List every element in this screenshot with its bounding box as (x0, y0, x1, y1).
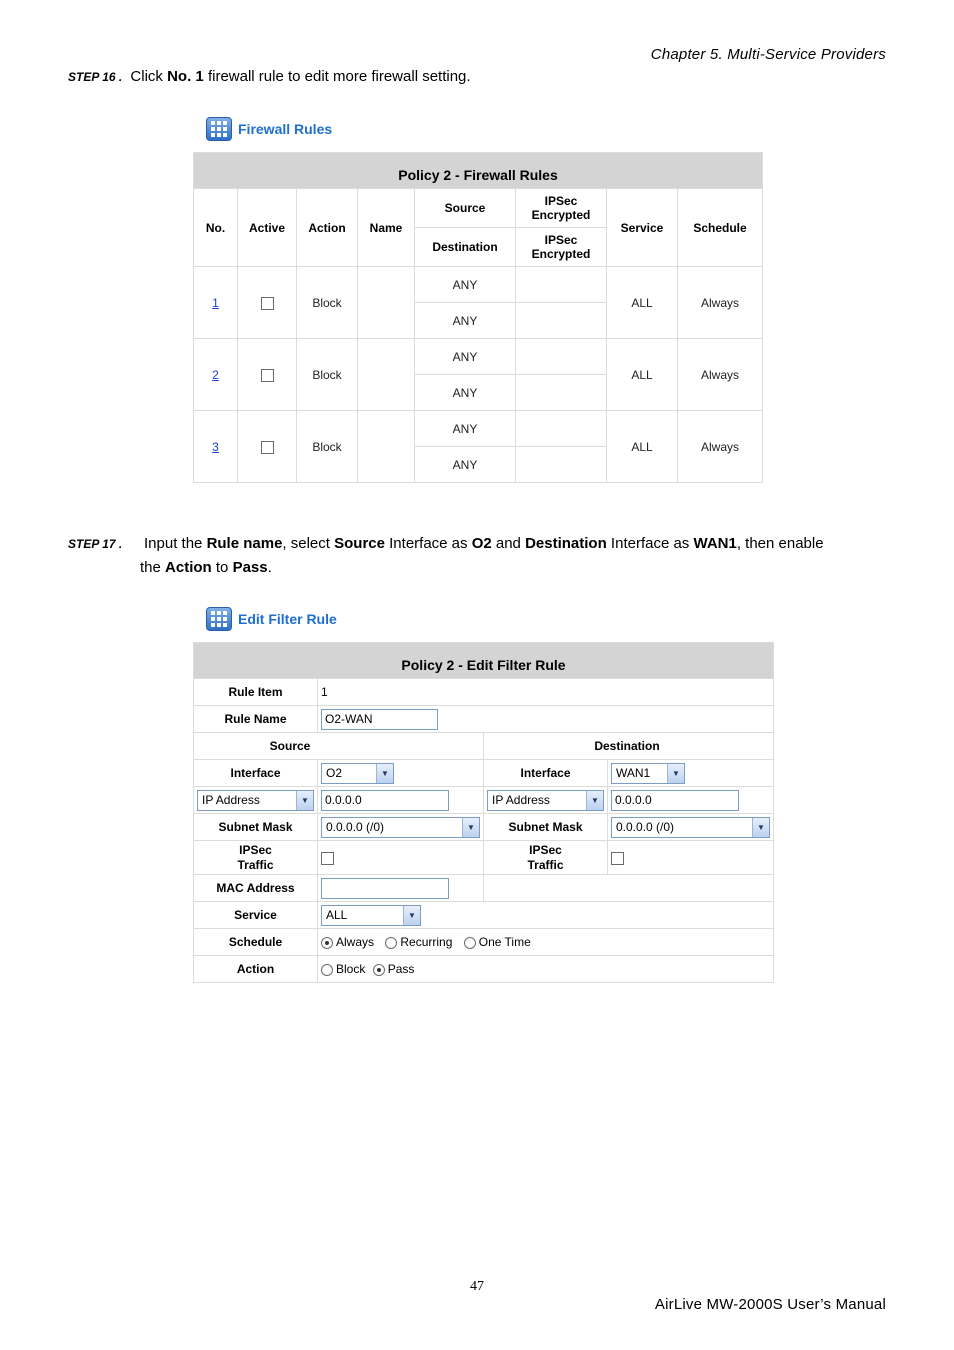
col-ipsec-dst: IPSec Encrypted (516, 228, 607, 267)
dst-interface-label: Interface (484, 760, 608, 787)
step16-text-bold: No. 1 (167, 68, 204, 85)
destination-section-label: Destination (484, 733, 774, 760)
chevron-down-icon: ▼ (667, 764, 684, 783)
step16-tag: STEP 16 . (68, 70, 123, 84)
dst-ipsec-checkbox[interactable] (611, 852, 624, 865)
firewall-rules-title (206, 117, 332, 141)
src-interface-select[interactable] (321, 763, 394, 784)
col-action: Action (297, 189, 358, 267)
step17-instruction (68, 532, 886, 579)
rule-name-2 (358, 339, 415, 411)
active-checkbox-2[interactable] (261, 369, 274, 382)
col-name: Name (358, 189, 415, 267)
dst-interface-value: WAN1 (616, 766, 651, 780)
rule-source-2: ANY (415, 339, 516, 375)
action-block-radio[interactable] (321, 964, 333, 976)
active-checkbox-3[interactable] (261, 441, 274, 454)
edit-filter-rule-table (193, 642, 774, 983)
active-checkbox-1[interactable] (261, 297, 274, 310)
schedule-label: Schedule (194, 929, 318, 956)
rule-ipsec-src-3 (516, 411, 607, 447)
step17-text: and (491, 535, 526, 552)
step16-instruction (68, 65, 471, 89)
step17-bold: Source (334, 535, 385, 552)
source-section-label: Source (194, 733, 484, 760)
step17-text: to (211, 559, 233, 576)
service-label: Service (194, 902, 318, 929)
dst-addr-type-select[interactable] (487, 790, 604, 811)
rule-destination-3: ANY (415, 447, 516, 483)
src-subnet-value: 0.0.0.0 (/0) (326, 820, 385, 834)
schedule-onetime-radio[interactable] (464, 937, 476, 949)
chevron-down-icon: ▼ (296, 791, 313, 810)
mac-address-label: MAC Address (194, 875, 318, 902)
table-row (194, 411, 763, 447)
firewall-rules-title-text: Firewall Rules (238, 121, 333, 137)
firewall-table-caption: Policy 2 - Firewall Rules (194, 153, 763, 189)
page-number: 47 (470, 1279, 484, 1294)
step16-text-pre: Click (130, 68, 168, 85)
edit-table-caption: Policy 2 - Edit Filter Rule (194, 643, 774, 679)
dst-ipsec-label (484, 841, 608, 875)
rule-ipsec-src-1 (516, 267, 607, 303)
chevron-down-icon: ▼ (403, 906, 420, 925)
rule-item-value: 1 (318, 679, 774, 706)
dst-subnet-label: Subnet Mask (484, 814, 608, 841)
rule-service-3: ALL (607, 411, 678, 483)
table-row (194, 267, 763, 303)
rule-ipsec-dst-1 (516, 303, 607, 339)
src-ipsec-label-line2: Traffic (237, 857, 274, 872)
step17-text: , then enable (736, 535, 824, 552)
step17-bold: Action (165, 559, 212, 576)
src-interface-value: O2 (326, 766, 343, 780)
schedule-always-label: Always (336, 935, 375, 949)
src-ip-input[interactable]: 0.0.0.0 (321, 790, 449, 811)
src-ipsec-checkbox[interactable] (321, 852, 334, 865)
rule-action-3: Block (297, 411, 358, 483)
col-service: Service (607, 189, 678, 267)
rule-item-label: Rule Item (194, 679, 318, 706)
rule-schedule-2: Always (678, 339, 763, 411)
schedule-always-radio[interactable] (321, 937, 333, 949)
rule-schedule-3: Always (678, 411, 763, 483)
dst-ipsec-label-line1: IPSec (529, 842, 562, 857)
step17-bold: Rule name (206, 535, 283, 552)
manual-footer: AirLive MW-2000S User’s Manual (654, 1296, 886, 1313)
chevron-down-icon: ▼ (586, 791, 603, 810)
step17-bold: Destination (525, 535, 607, 552)
rule-link-1[interactable]: 1 (212, 295, 219, 310)
edit-filter-rule-title (206, 607, 337, 631)
src-subnet-select[interactable] (321, 817, 480, 838)
schedule-recurring-radio[interactable] (385, 937, 397, 949)
rule-link-2[interactable]: 2 (212, 367, 219, 382)
action-label: Action (194, 956, 318, 983)
rule-source-1: ANY (415, 267, 516, 303)
col-schedule: Schedule (678, 189, 763, 267)
col-source: Source (415, 189, 516, 228)
rule-ipsec-src-2 (516, 339, 607, 375)
action-pass-label: Pass (387, 962, 415, 976)
action-block-label: Block (336, 962, 366, 976)
src-ipsec-label (194, 841, 318, 875)
rule-schedule-1: Always (678, 267, 763, 339)
rule-service-1: ALL (607, 267, 678, 339)
rule-ipsec-dst-2 (516, 375, 607, 411)
rule-action-2: Block (297, 339, 358, 411)
col-no: No. (194, 189, 238, 267)
step17-text: Interface as (606, 535, 694, 552)
dst-subnet-select[interactable] (611, 817, 770, 838)
mac-address-input[interactable] (321, 878, 449, 899)
schedule-onetime-label: One Time (478, 935, 531, 949)
src-ipsec-label-line1: IPSec (239, 842, 272, 857)
dst-ip-input[interactable]: 0.0.0.0 (611, 790, 739, 811)
dst-ipsec-label-line2: Traffic (527, 857, 564, 872)
grid-icon (206, 117, 232, 141)
dst-addr-type-value: IP Address (492, 793, 550, 807)
service-value: ALL (326, 908, 348, 922)
col-ipsec-src: IPSec Encrypted (516, 189, 607, 228)
col-destination: Destination (415, 228, 516, 267)
rule-service-2: ALL (607, 339, 678, 411)
step17-text: , select (282, 535, 335, 552)
step17-text: Input the (144, 535, 207, 552)
rule-link-3[interactable]: 3 (212, 439, 219, 454)
dst-interface-select[interactable] (611, 763, 685, 784)
step17-bold: Pass (232, 559, 268, 576)
src-subnet-label: Subnet Mask (194, 814, 318, 841)
rule-name-1 (358, 267, 415, 339)
rule-name-label: Rule Name (194, 706, 318, 733)
schedule-recurring-label: Recurring (400, 935, 453, 949)
rule-name-3 (358, 411, 415, 483)
rule-destination-1: ANY (415, 303, 516, 339)
src-interface-label: Interface (194, 760, 318, 787)
firewall-rules-table (193, 152, 763, 483)
chevron-down-icon: ▼ (462, 818, 479, 837)
step17-text: the (140, 559, 166, 576)
chapter-header: Chapter 5. Multi-Service Providers (650, 46, 886, 63)
col-active: Active (238, 189, 297, 267)
chevron-down-icon: ▼ (752, 818, 769, 837)
rule-source-3: ANY (415, 411, 516, 447)
rule-ipsec-dst-3 (516, 447, 607, 483)
step17-text: . (267, 559, 272, 576)
edit-filter-rule-title-text: Edit Filter Rule (238, 611, 337, 627)
grid-icon (206, 607, 232, 631)
step17-bold: WAN1 (693, 535, 737, 552)
src-addr-type-value: IP Address (202, 793, 260, 807)
table-row (194, 339, 763, 375)
dst-subnet-value: 0.0.0.0 (/0) (616, 820, 675, 834)
rule-action-1: Block (297, 267, 358, 339)
service-select[interactable] (321, 905, 421, 926)
action-pass-radio[interactable] (373, 964, 385, 976)
src-addr-type-select[interactable] (197, 790, 314, 811)
chevron-down-icon: ▼ (376, 764, 393, 783)
rule-name-input[interactable]: O2-WAN (321, 709, 438, 730)
step17-bold: O2 (471, 535, 492, 552)
rule-destination-2: ANY (415, 375, 516, 411)
step16-text-post: firewall rule to edit more firewall setting. (203, 68, 471, 85)
step17-tag: STEP 17 . (68, 537, 123, 551)
step17-text: Interface as (384, 535, 472, 552)
